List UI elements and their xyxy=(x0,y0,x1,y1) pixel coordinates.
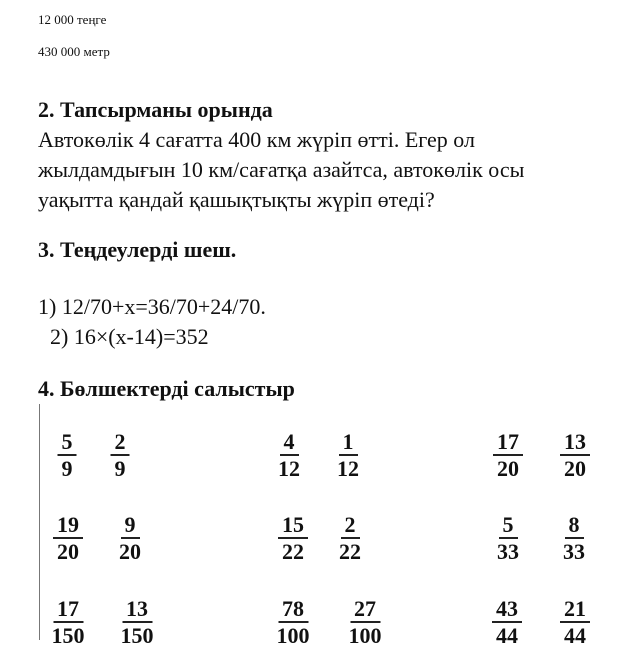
numerator: 17 xyxy=(53,598,83,623)
margin-line xyxy=(39,404,40,640)
numerator: 13 xyxy=(122,598,152,623)
fraction xyxy=(111,431,130,480)
task2-title: 2. Тапсырманы орында xyxy=(38,97,273,122)
denominator: 33 xyxy=(563,539,585,564)
answer-1: 12 000 теңге xyxy=(38,12,107,27)
fraction xyxy=(339,514,361,563)
numerator: 9 xyxy=(121,514,140,539)
denominator: 150 xyxy=(120,623,154,648)
numerator: 1 xyxy=(339,431,358,456)
numerator: 2 xyxy=(111,431,130,456)
denominator: 20 xyxy=(57,539,79,564)
denominator: 44 xyxy=(564,623,586,648)
fraction xyxy=(278,514,308,563)
numerator: 4 xyxy=(280,431,299,456)
numerator: 21 xyxy=(560,598,590,623)
task3-title: 3. Теңдеулерді шеш. xyxy=(38,237,237,262)
answer-2: 430 000 метр xyxy=(38,44,110,59)
denominator: 22 xyxy=(339,539,361,564)
task2-line: жылдамдығын 10 км/сағатқа азайтса, автокөлік осы xyxy=(38,157,525,182)
numerator: 19 xyxy=(53,514,83,539)
fraction xyxy=(493,431,523,480)
denominator: 22 xyxy=(282,539,304,564)
fraction xyxy=(278,431,300,480)
denominator: 100 xyxy=(276,623,310,648)
numerator: 5 xyxy=(499,514,518,539)
fraction xyxy=(337,431,359,480)
fraction xyxy=(58,431,77,480)
task2-line: Автокөлік 4 сағатта 400 км жүріп өтті. Егер ол xyxy=(38,127,475,152)
numerator: 5 xyxy=(58,431,77,456)
denominator: 12 xyxy=(337,456,359,481)
denominator: 44 xyxy=(496,623,518,648)
denominator: 20 xyxy=(119,539,141,564)
task4-title: 4. Бөлшектерді салыстыр xyxy=(38,376,295,401)
numerator: 78 xyxy=(278,598,308,623)
numerator: 17 xyxy=(493,431,523,456)
denominator: 100 xyxy=(348,623,382,648)
numerator: 2 xyxy=(341,514,360,539)
fraction xyxy=(563,514,585,563)
denominator: 12 xyxy=(278,456,300,481)
denominator: 9 xyxy=(114,456,126,481)
numerator: 27 xyxy=(350,598,380,623)
fraction xyxy=(119,514,141,563)
numerator: 8 xyxy=(565,514,584,539)
numerator: 43 xyxy=(492,598,522,623)
numerator: 15 xyxy=(278,514,308,539)
denominator: 150 xyxy=(51,623,85,648)
equation-2: 2) 16×(x-14)=352 xyxy=(50,324,209,349)
task2-line: уақытта қандай қашықтықты жүріп өтеді? xyxy=(38,187,435,212)
denominator: 20 xyxy=(497,456,519,481)
numerator: 13 xyxy=(560,431,590,456)
fraction xyxy=(560,431,590,480)
equation-1: 1) 12/70+x=36/70+24/70. xyxy=(38,294,266,319)
denominator: 9 xyxy=(61,456,73,481)
fraction xyxy=(53,514,83,563)
denominator: 33 xyxy=(497,539,519,564)
denominator: 20 xyxy=(564,456,586,481)
fraction xyxy=(497,514,519,563)
